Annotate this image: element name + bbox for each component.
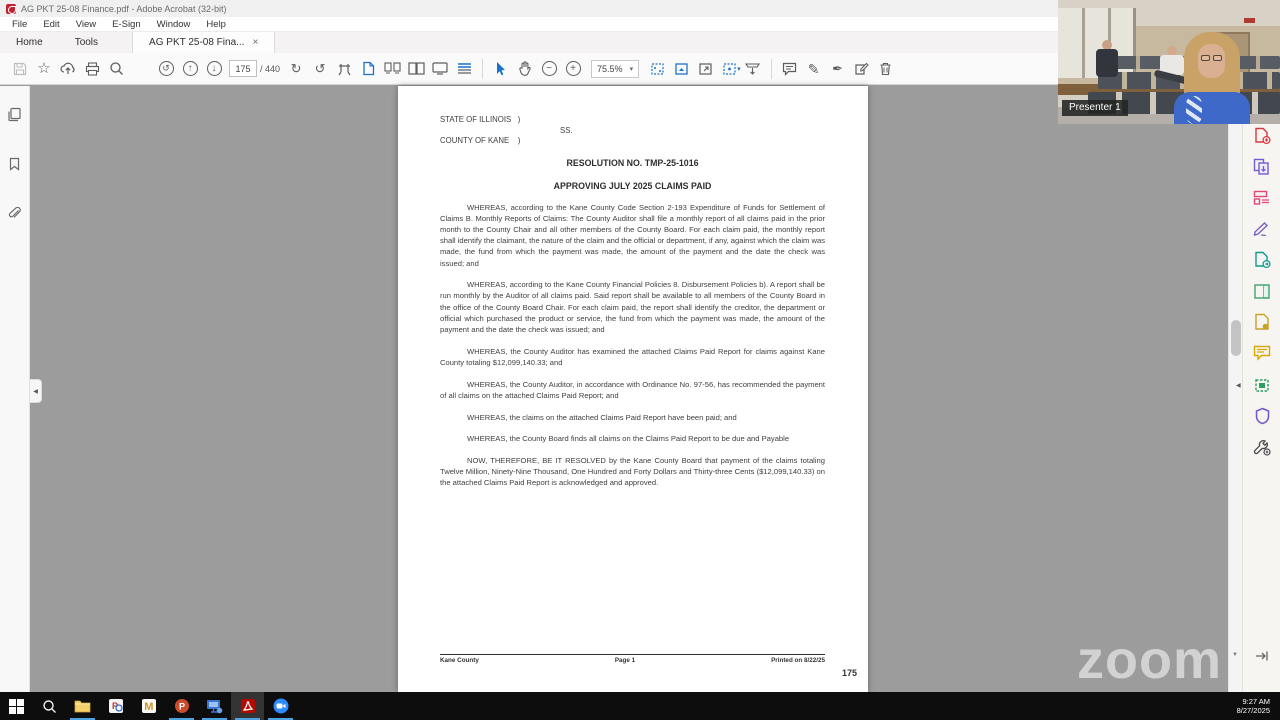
previous-view-icon[interactable]: ↺ (154, 57, 178, 81)
zoom-watermark: zoom (1077, 630, 1222, 690)
acrobat-app-icon (6, 4, 16, 14)
zoom-level-value: 75.5% (597, 63, 623, 74)
tab-home[interactable] (0, 32, 59, 53)
edit-pdf-icon[interactable] (1252, 188, 1272, 208)
read-mode-icon[interactable] (428, 57, 452, 81)
comment-tool-icon[interactable] (1252, 343, 1272, 363)
collapse-right-icon[interactable]: ◀ (1236, 383, 1241, 389)
svg-text:M: M (143, 701, 153, 713)
page-total-label: / 440 (260, 63, 281, 74)
acrobat-taskbar-button[interactable] (231, 692, 264, 720)
paragraph-whereas-2: WHEREAS, according to the Kane County Financial Policies 8. Disbursement Policies b). A report shall be run monthly by the Auditor of all claims paid. Said report shall be available to all members of the County Board in the office of the County Board Chair. For each claim paid, the report shall identify the creditor, the department or official which purchased the product or service, the fund from which the payment was made, the amount of the payment and the date the check was issued; and (440, 280, 825, 335)
select-tool-icon[interactable] (489, 57, 513, 81)
jurat-line-2: COUNTY OF KANE ) (440, 136, 521, 145)
share-upload-icon[interactable] (56, 57, 80, 81)
zoom-app-icon (273, 698, 289, 714)
resolution-subject-title: APPROVING JULY 2025 CLAIMS PAID (553, 181, 712, 191)
page-footer (440, 654, 825, 664)
next-page-icon[interactable]: ↓ (202, 57, 226, 81)
webcam-video (1058, 0, 1280, 124)
tab-document[interactable] (132, 32, 275, 53)
page-number-input[interactable]: 175 (229, 60, 257, 77)
paragraph-resolved: NOW, THEREFORE, BE IT RESOLVED by the Kane County Board that payment of the claims totaling Twelve Million, Ninety-Nine Thousand, One Hundred and Forty Dollars and Thirty-three Cents ($12,099,140.33) on the attached Claims Paid Report is acknowledged and approved. (440, 455, 825, 488)
scrollbar-thumb[interactable] (1231, 320, 1241, 356)
menu-file[interactable]: File (12, 18, 28, 30)
computer-icon (206, 699, 223, 714)
jurat-ss: SS. (560, 126, 573, 135)
tab-tools-label: Tools (74, 37, 99, 48)
organize-pages-icon[interactable] (380, 57, 404, 81)
clock-time: 9:27 AM (1242, 697, 1270, 706)
left-navigation-pane (0, 86, 30, 692)
right-tools-pane (1236, 86, 1280, 692)
paragraph-whereas-4: WHEREAS, the County Auditor, in accordance with Ordinance No. 97-56, has recommended the payment of all claims on the attached Claims Paid Report; and (440, 379, 825, 400)
start-button[interactable] (0, 692, 33, 720)
delete-icon[interactable] (874, 57, 898, 81)
presenter-glasses (1213, 55, 1222, 61)
sign-pen-icon[interactable]: ✒ (832, 61, 844, 76)
svg-text:P: P (178, 701, 185, 712)
save-icon[interactable] (8, 57, 32, 81)
pdf-app-icon (108, 698, 124, 714)
paragraph-whereas-6: WHEREAS, the County Board finds all claims on the Claims Paid Report to be due and Payable (467, 434, 790, 444)
menu-edit[interactable]: Edit (43, 18, 60, 30)
taskbar-clock[interactable] (1237, 697, 1280, 715)
star-favorites-icon[interactable]: ☆ (37, 60, 51, 77)
chevron-down-icon: ▾ (629, 65, 634, 73)
m-app-icon (141, 698, 157, 714)
presenter-name-label: Presenter 1 (1062, 100, 1128, 116)
menu-view[interactable]: View (75, 18, 97, 30)
presenter-shirt-pattern (1186, 96, 1202, 124)
scrolling-mode-icon[interactable] (452, 57, 476, 81)
tab-tools[interactable] (59, 32, 114, 53)
hand-tool-icon[interactable] (513, 57, 537, 81)
export-pdf-icon[interactable] (1252, 250, 1272, 270)
tab-bar (0, 32, 1060, 53)
page-thumbnails-icon[interactable] (3, 102, 27, 126)
document-area (0, 86, 1280, 692)
previous-page-icon[interactable]: ↑ (178, 57, 202, 81)
highlighter-icon[interactable]: ✎ (807, 60, 820, 77)
print-icon[interactable] (80, 57, 104, 81)
paragraph-whereas-5: WHEREAS, the claims on the attached Claims Paid Report have been paid; and (467, 412, 737, 422)
organize-pages-tool-icon[interactable] (1252, 281, 1272, 301)
scan-ocr-icon[interactable] (1252, 375, 1272, 395)
protect-icon[interactable] (1252, 406, 1272, 426)
more-tools-icon[interactable] (1252, 437, 1272, 457)
file-explorer-button[interactable] (66, 692, 99, 720)
jurat-line-1: STATE OF ILLINOIS ) (440, 115, 521, 124)
crop-pages-icon[interactable] (332, 57, 356, 81)
footer-right: Printed on 8/22/25 (771, 657, 825, 664)
scroll-down-icon[interactable]: ▼ (1232, 652, 1238, 658)
footer-left: Kane County (440, 657, 479, 664)
expand-panel-icon[interactable] (1255, 649, 1269, 667)
measure-icon[interactable] (741, 57, 765, 81)
folder-icon (74, 699, 91, 713)
resize-image-icon[interactable] (693, 57, 717, 81)
remote-pc-button[interactable] (198, 692, 231, 720)
windows-logo-icon (9, 699, 24, 714)
redact-icon[interactable] (1252, 312, 1272, 332)
search-icon[interactable] (104, 57, 128, 81)
collapse-left-pane-button[interactable] (30, 379, 42, 403)
vertical-scrollbar[interactable] (1228, 86, 1242, 692)
snapshot-icon[interactable] (645, 57, 669, 81)
zoom-in-icon[interactable]: + (561, 57, 585, 81)
attachments-icon[interactable] (3, 202, 27, 226)
menu-bar (0, 17, 1060, 32)
pdf-app-button[interactable] (99, 692, 132, 720)
paragraph-whereas-1: WHEREAS, according to the Kane County Code Section 2-193 Expenditure of Funds for Settlement of Claims B. Monthly Reports of Claims: The County Auditor shall file a monthly report of all claims paid in the prior month to the County Chair and all other members of the County Board. For each claim paid, the monthly report shall identify the claimant, the nature of the claim and the official or department, if any, against which the claim was made, the fund from which the payment was made, the amount of the payment and the date the check was issued; and (440, 202, 825, 268)
window-mullion (1082, 8, 1085, 78)
tab-document-label: AG PKT 25-08 Fina... (149, 37, 245, 48)
zoom-out-icon[interactable]: − (537, 57, 561, 81)
comment-icon[interactable] (778, 57, 802, 81)
collapse-left-icon: ◀ (33, 388, 38, 395)
rotate-counterclockwise-icon[interactable]: ↺ (314, 61, 326, 76)
create-pdf-icon[interactable] (1252, 126, 1272, 146)
tab-home-label: Home (16, 37, 43, 48)
bookmarks-icon[interactable] (3, 152, 27, 176)
fit-page-icon[interactable] (669, 57, 693, 81)
powerpoint-icon (174, 698, 190, 714)
menu-window[interactable]: Window (156, 18, 191, 30)
combine-files-icon[interactable] (1252, 157, 1272, 177)
m-app-button[interactable] (132, 692, 165, 720)
resolution-number-title: RESOLUTION NO. TMP-25-1016 (566, 158, 699, 168)
clock-date: 8/27/2025 (1236, 706, 1270, 715)
acrobat-icon (240, 698, 256, 714)
close-tab-icon[interactable]: × (252, 37, 259, 48)
person-seated-left-body (1096, 49, 1118, 77)
new-page-icon[interactable] (356, 57, 380, 81)
zoom-app-button[interactable] (264, 692, 297, 720)
window-title: AG PKT 25-08 Finance.pdf - Adobe Acrobat (32-bit) (21, 3, 227, 14)
menu-help[interactable]: Help (206, 18, 226, 30)
rotate-clockwise-icon[interactable]: ↻ (290, 61, 302, 76)
pdf-page (398, 86, 868, 692)
paragraph-whereas-3: WHEREAS, the County Auditor has examined the attached Claims Paid Report for claims against Kane County totaling $12,099,140.33; and (440, 346, 825, 367)
presenter-glasses (1201, 55, 1210, 61)
footer-center: Page 1 (614, 657, 636, 664)
request-esign-icon[interactable] (1252, 219, 1272, 239)
search-icon (42, 699, 57, 714)
printed-page-number: 175 (841, 668, 857, 678)
zoom-level-dropdown[interactable] (591, 60, 639, 78)
presenter-face (1198, 44, 1225, 78)
fill-sign-icon[interactable] (850, 57, 874, 81)
two-page-view-icon[interactable] (404, 57, 428, 81)
exit-sign (1244, 18, 1255, 23)
taskbar-search-button[interactable] (33, 692, 66, 720)
chevron-down-icon[interactable]: ▾ (737, 65, 741, 73)
taskbar (0, 692, 1280, 720)
svg-text:P: P (111, 701, 118, 711)
powerpoint-button[interactable] (165, 692, 198, 720)
menu-esign[interactable]: E-Sign (112, 18, 141, 30)
